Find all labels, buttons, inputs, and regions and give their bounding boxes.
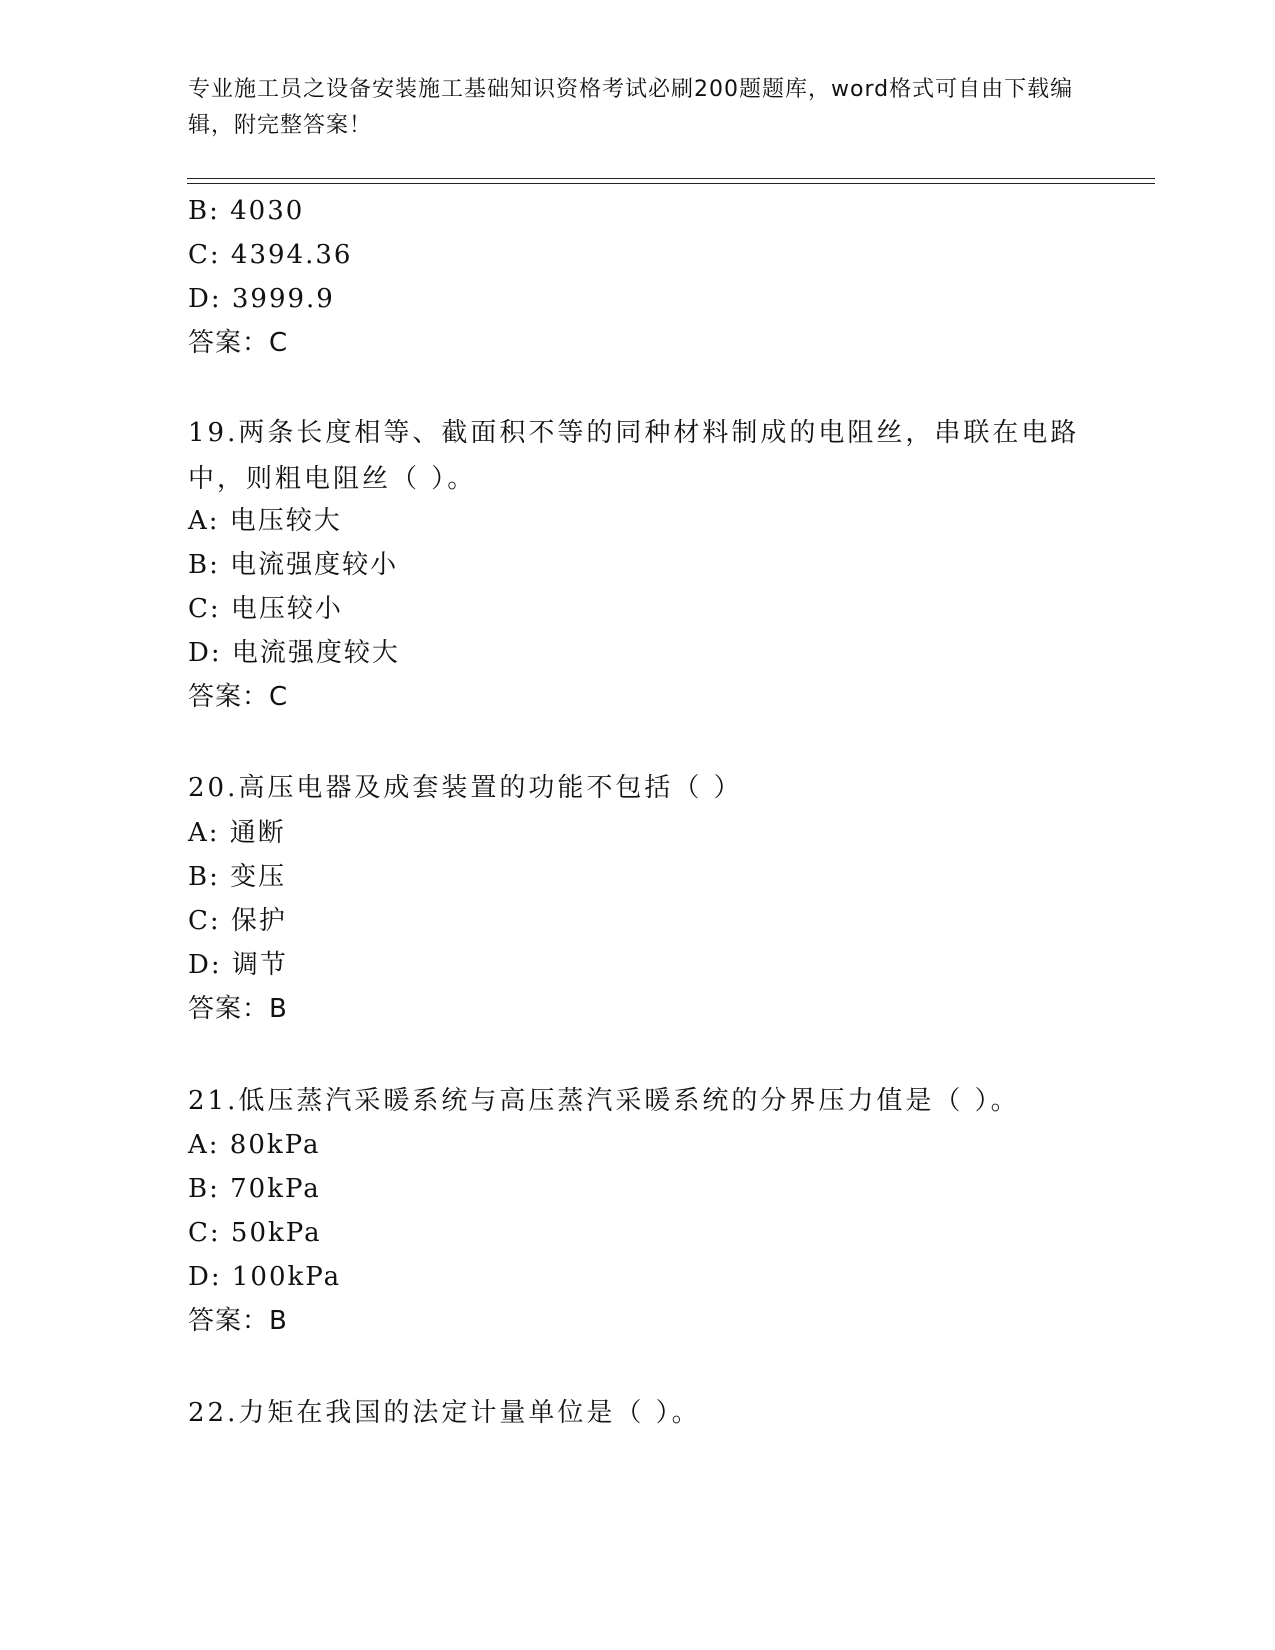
header-divider-top [187,178,1155,179]
q20-option-a: A: 通断 [188,818,286,848]
q18-answer: 答案：C [188,328,289,358]
q21-question: 21.低压蒸汽采暖系统与高压蒸汽采暖系统的分界压力值是（ ）。 [188,1086,1020,1116]
q21-option-c: C: 50kPa [188,1218,322,1248]
q18-option-d: D: 3999.9 [188,284,335,314]
q19-option-b: B: 电流强度较小 [188,550,399,580]
q20-option-b: B: 变压 [188,862,287,892]
q20-option-d: D: 调节 [188,950,288,980]
q21-answer: 答案：B [188,1306,288,1336]
q21-option-a: A: 80kPa [188,1130,321,1160]
page-header: 专业施工员之设备安装施工基础知识资格考试必刷200题题库，word格式可自由下载编辑，附完整答案！ [188,77,1074,138]
q19-option-c: C: 电压较小 [188,594,343,624]
q20-question: 20.高压电器及成套装置的功能不包括（ ） [188,773,743,803]
q22-question: 22.力矩在我国的法定计量单位是（ ）。 [188,1398,701,1428]
q19-option-d: D: 电流强度较大 [188,638,400,668]
q19-question: 19.两条长度相等、截面积不等的同种材料制成的电阻丝，串联在电路中，则粗电阻丝（ ）。 [188,418,1080,494]
header-divider-bottom [187,183,1155,184]
q19-answer: 答案：C [188,682,289,712]
q21-option-b: B: 70kPa [188,1174,321,1204]
q18-option-b: B: 4030 [188,196,305,226]
q21-option-d: D: 100kPa [188,1262,342,1292]
q20-answer: 答案：B [188,994,288,1024]
q18-option-c: C: 4394.36 [188,240,353,270]
q19-option-a: A: 电压较大 [188,506,342,536]
q20-option-c: C: 保护 [188,906,287,936]
